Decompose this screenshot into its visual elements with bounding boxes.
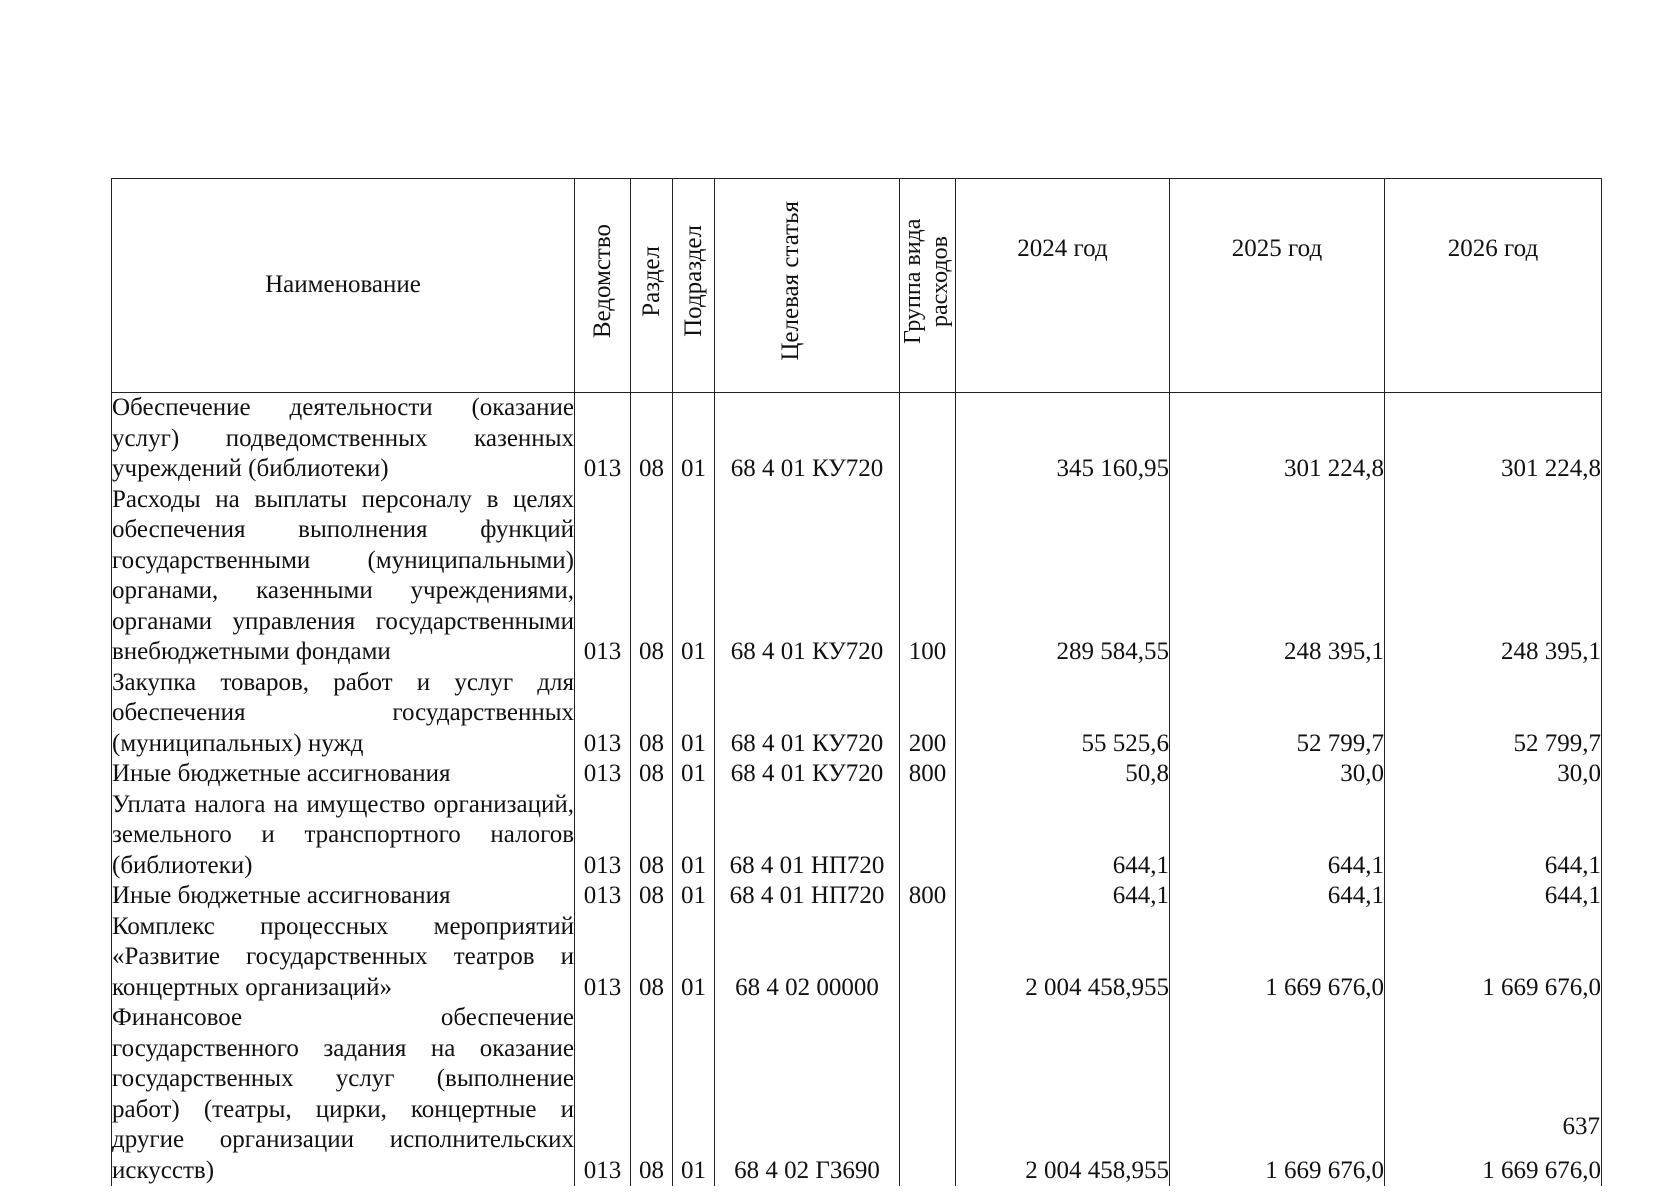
header-name: Наименование: [112, 179, 575, 393]
row-value-2026: 1 669 676,0: [1385, 1003, 1602, 1186]
header-year-2026: 2026 год: [1385, 179, 1602, 393]
header-year-2025: 2025 год: [1170, 179, 1385, 393]
table-row: [112, 912, 1602, 1004]
row-name: Комплекс процессных мероприятий «Развитие государственных театров и концертных организаций»: [112, 912, 575, 1004]
table-row: [112, 668, 1602, 760]
row-section: 08: [631, 668, 673, 760]
row-section: 08: [631, 759, 673, 790]
row-value-2025: 1 669 676,0: [1170, 912, 1385, 1004]
row-name: Обеспечение деятельности (оказание услуг) подведомственных казенных учреждений (библиотеки): [112, 393, 575, 485]
header-target-article: Целевая статья: [715, 179, 900, 393]
row-expense-group: 200: [900, 668, 956, 760]
row-expense-group: [900, 1003, 956, 1186]
header-expense-group: Группа вида расходов: [900, 179, 956, 393]
row-department: 013: [575, 912, 631, 1004]
row-section: 08: [631, 1003, 673, 1186]
table-row: [112, 485, 1602, 668]
row-subsection: 01: [673, 1003, 715, 1186]
row-target-article: 68 4 01 НП720: [715, 790, 900, 882]
row-expense-group: 800: [900, 881, 956, 912]
row-subsection: 01: [673, 790, 715, 882]
row-section: 08: [631, 485, 673, 668]
row-value-2026: 301 224,8: [1385, 393, 1602, 485]
row-value-2024: 345 160,95: [956, 393, 1170, 485]
row-subsection: 01: [673, 485, 715, 668]
row-subsection: 01: [673, 881, 715, 912]
row-expense-group: [900, 393, 956, 485]
row-target-article: 68 4 01 НП720: [715, 881, 900, 912]
row-name: Закупка товаров, работ и услуг для обеспечения государственных (муниципальных) нужд: [112, 668, 575, 760]
row-target-article: 68 4 02 00000: [715, 912, 900, 1004]
header-subsection: Подраздел: [673, 179, 715, 393]
row-department: 013: [575, 790, 631, 882]
row-value-2025: 52 799,7: [1170, 668, 1385, 760]
row-department: 013: [575, 668, 631, 760]
row-target-article: 68 4 02 Г3690: [715, 1003, 900, 1186]
row-value-2025: 301 224,8: [1170, 393, 1385, 485]
header-department: Ведомство: [575, 179, 631, 393]
row-value-2026: 30,0: [1385, 759, 1602, 790]
row-name: Иные бюджетные ассигнования: [112, 881, 575, 912]
row-value-2026: 1 669 676,0: [1385, 912, 1602, 1004]
row-target-article: 68 4 01 КУ720: [715, 485, 900, 668]
row-name: Уплата налога на имущество организаций, земельного и транспортного налогов (библиотеки): [112, 790, 575, 882]
row-value-2024: 2 004 458,955: [956, 912, 1170, 1004]
row-value-2026: 52 799,7: [1385, 668, 1602, 760]
row-value-2025: 30,0: [1170, 759, 1385, 790]
row-section: 08: [631, 790, 673, 882]
row-department: 013: [575, 881, 631, 912]
row-section: 08: [631, 393, 673, 485]
table-row: [112, 881, 1602, 912]
page-number: 637: [1562, 1113, 1600, 1140]
row-expense-group: 800: [900, 759, 956, 790]
row-value-2025: 644,1: [1170, 881, 1385, 912]
row-value-2026: 644,1: [1385, 881, 1602, 912]
row-department: 013: [575, 485, 631, 668]
budget-table: [111, 178, 1602, 1186]
row-value-2025: 1 669 676,0: [1170, 1003, 1385, 1186]
table-row: [112, 790, 1602, 882]
row-value-2025: 248 395,1: [1170, 485, 1385, 668]
row-subsection: 01: [673, 759, 715, 790]
row-expense-group: [900, 912, 956, 1004]
row-section: 08: [631, 912, 673, 1004]
row-subsection: 01: [673, 912, 715, 1004]
row-value-2024: 644,1: [956, 790, 1170, 882]
row-target-article: 68 4 01 КУ720: [715, 759, 900, 790]
row-subsection: 01: [673, 668, 715, 760]
row-value-2024: 289 584,55: [956, 485, 1170, 668]
table-row: [112, 1003, 1602, 1186]
row-target-article: 68 4 01 КУ720: [715, 393, 900, 485]
row-target-article: 68 4 01 КУ720: [715, 668, 900, 760]
table-row: [112, 393, 1602, 485]
row-department: 013: [575, 393, 631, 485]
row-department: 013: [575, 759, 631, 790]
row-value-2026: 248 395,1: [1385, 485, 1602, 668]
row-value-2026: 644,1: [1385, 790, 1602, 882]
table-header-row: [112, 179, 1602, 393]
row-value-2024: 2 004 458,955: [956, 1003, 1170, 1186]
row-value-2025: 644,1: [1170, 790, 1385, 882]
row-value-2024: 644,1: [956, 881, 1170, 912]
row-name: Иные бюджетные ассигнования: [112, 759, 575, 790]
header-year-2024: 2024 год: [956, 179, 1170, 393]
row-name: Финансовое обеспечение государственного задания на оказание государственных услуг (выполнение работ) (театры, цирки, концертные и другие организации исполнительских искусств): [112, 1003, 575, 1186]
table-row: [112, 759, 1602, 790]
row-value-2024: 55 525,6: [956, 668, 1170, 760]
row-value-2024: 50,8: [956, 759, 1170, 790]
row-subsection: 01: [673, 393, 715, 485]
row-section: 08: [631, 881, 673, 912]
row-name: Расходы на выплаты персоналу в целях обеспечения выполнения функций государственными (муниципальными) органами, казенными учреждениями, органами управления государственными внебюджетными фондами: [112, 485, 575, 668]
header-section: Раздел: [631, 179, 673, 393]
row-expense-group: 100: [900, 485, 956, 668]
row-department: 013: [575, 1003, 631, 1186]
row-expense-group: [900, 790, 956, 882]
